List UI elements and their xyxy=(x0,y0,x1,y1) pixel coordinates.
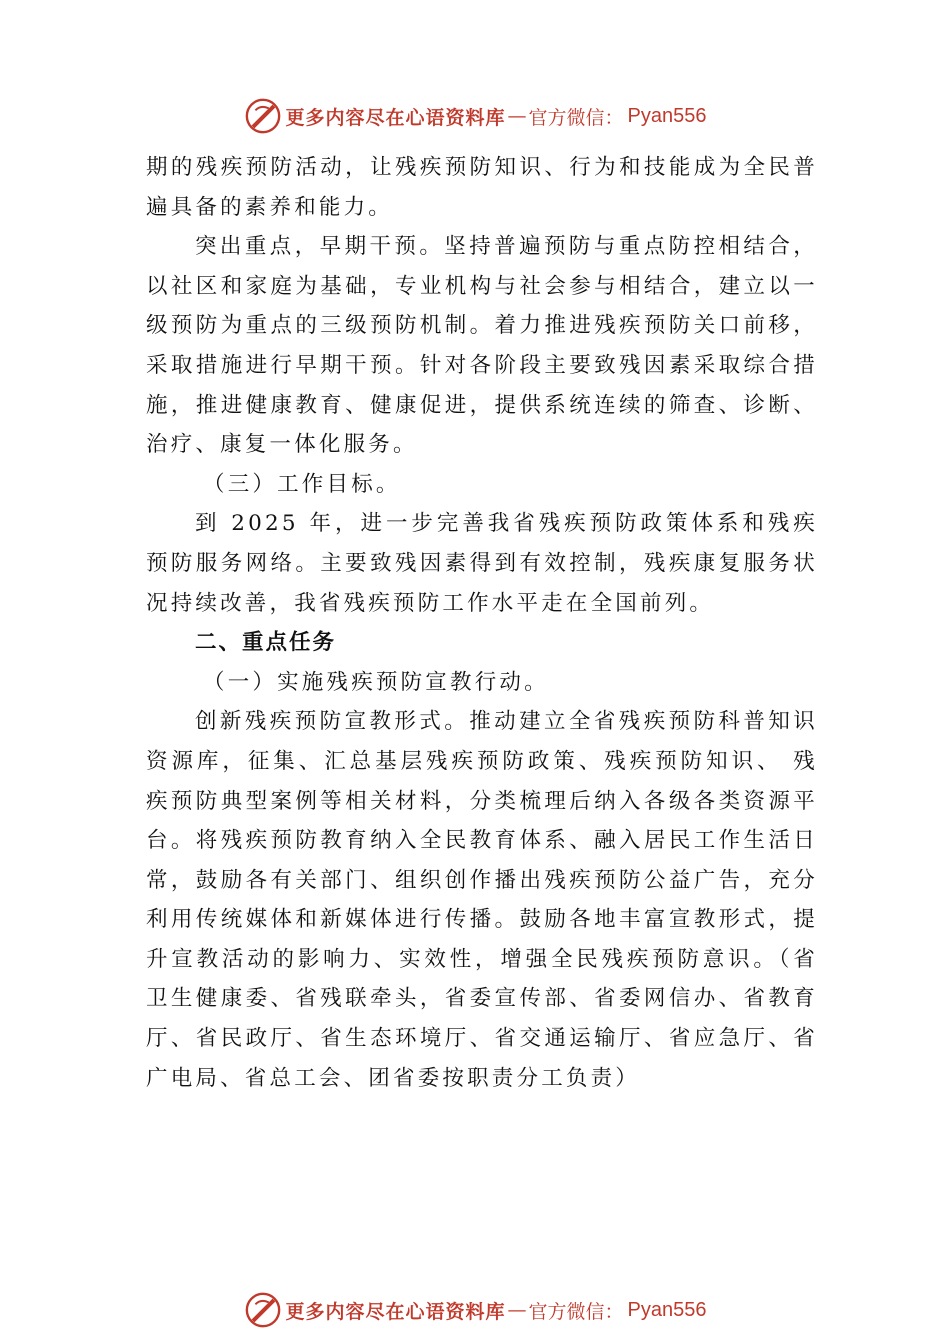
watermark-header xyxy=(0,96,950,136)
paragraph-continuation: 期的残疾预防活动，让残疾预防知识、行为和技能成为全民普遍具备的素养和能力。 xyxy=(146,155,818,220)
watermark-wechat-id: Pyan556 xyxy=(627,1298,707,1321)
paragraph-publicity: 创新残疾预防宣教形式。推动建立全省残疾预防科普知识资源库，征集、汇总基层残疾预防政策、残疾预防知识、 残疾预防典型案例等相关材料，分类梳理后纳入各级各类资源平台。将残疾预防教育纳入全民教育体系、融入居民工作生活日常，鼓励各有关部门、组织创作播出残疾预防公益广告，充分利用传统媒体和新媒体进行传播。鼓励各地丰富宣教形式，提升宣教活动的影响力、实效性，增强全民残疾预防意识。（省卫生健康委、省残联牵头，省委宣传部、省委网信办、省教育厅、省民政厅、省生态环境厅、省交通运输厅、省应急厅、省广电局、省总工会、团省委按职责分工负责） xyxy=(146,709,818,1091)
watermark-footer xyxy=(0,1290,950,1330)
subheading-work-goals: （三）工作目标。 xyxy=(203,471,401,497)
watermark-label: 官方微信： xyxy=(528,106,624,129)
subheading-publicity-action: （一）实施残疾预防宣教行动。 xyxy=(203,669,549,695)
watermark-label: 官方微信： xyxy=(528,1300,624,1323)
section-heading-key-tasks: 二、重点任务 xyxy=(195,630,337,656)
paragraph-goals: 到 2025 年，进一步完善我省残疾预防政策体系和残疾预防服务网络。主要致残因素得到有效控制，残疾康复服务状况持续改善，我省残疾预防工作水平走在全国前列。 xyxy=(146,511,818,616)
watermark-brand: 更多内容尽在心语资料库 xyxy=(285,106,506,129)
watermark-separator: — xyxy=(507,1299,527,1321)
document-body xyxy=(146,148,818,1098)
logo-icon xyxy=(244,1291,282,1329)
paragraph-early-intervention: 突出重点，早期干预。坚持普遍预防与重点防控相结合，以社区和家庭为基础，专业机构与社会参与相结合，建立以一级预防为重点的三级预防机制。着力推进残疾预防关口前移，采取措施进行早期干预。针对各阶段主要致残因素采取综合措施，推进健康教育、健康促进，提供系统连续的筛查、诊断、治疗、康复一体化服务。 xyxy=(146,234,818,458)
watermark-wechat-id: Pyan556 xyxy=(627,104,707,127)
watermark-brand: 更多内容尽在心语资料库 xyxy=(285,1300,506,1323)
logo-icon xyxy=(244,97,282,135)
watermark-separator: — xyxy=(507,105,527,127)
